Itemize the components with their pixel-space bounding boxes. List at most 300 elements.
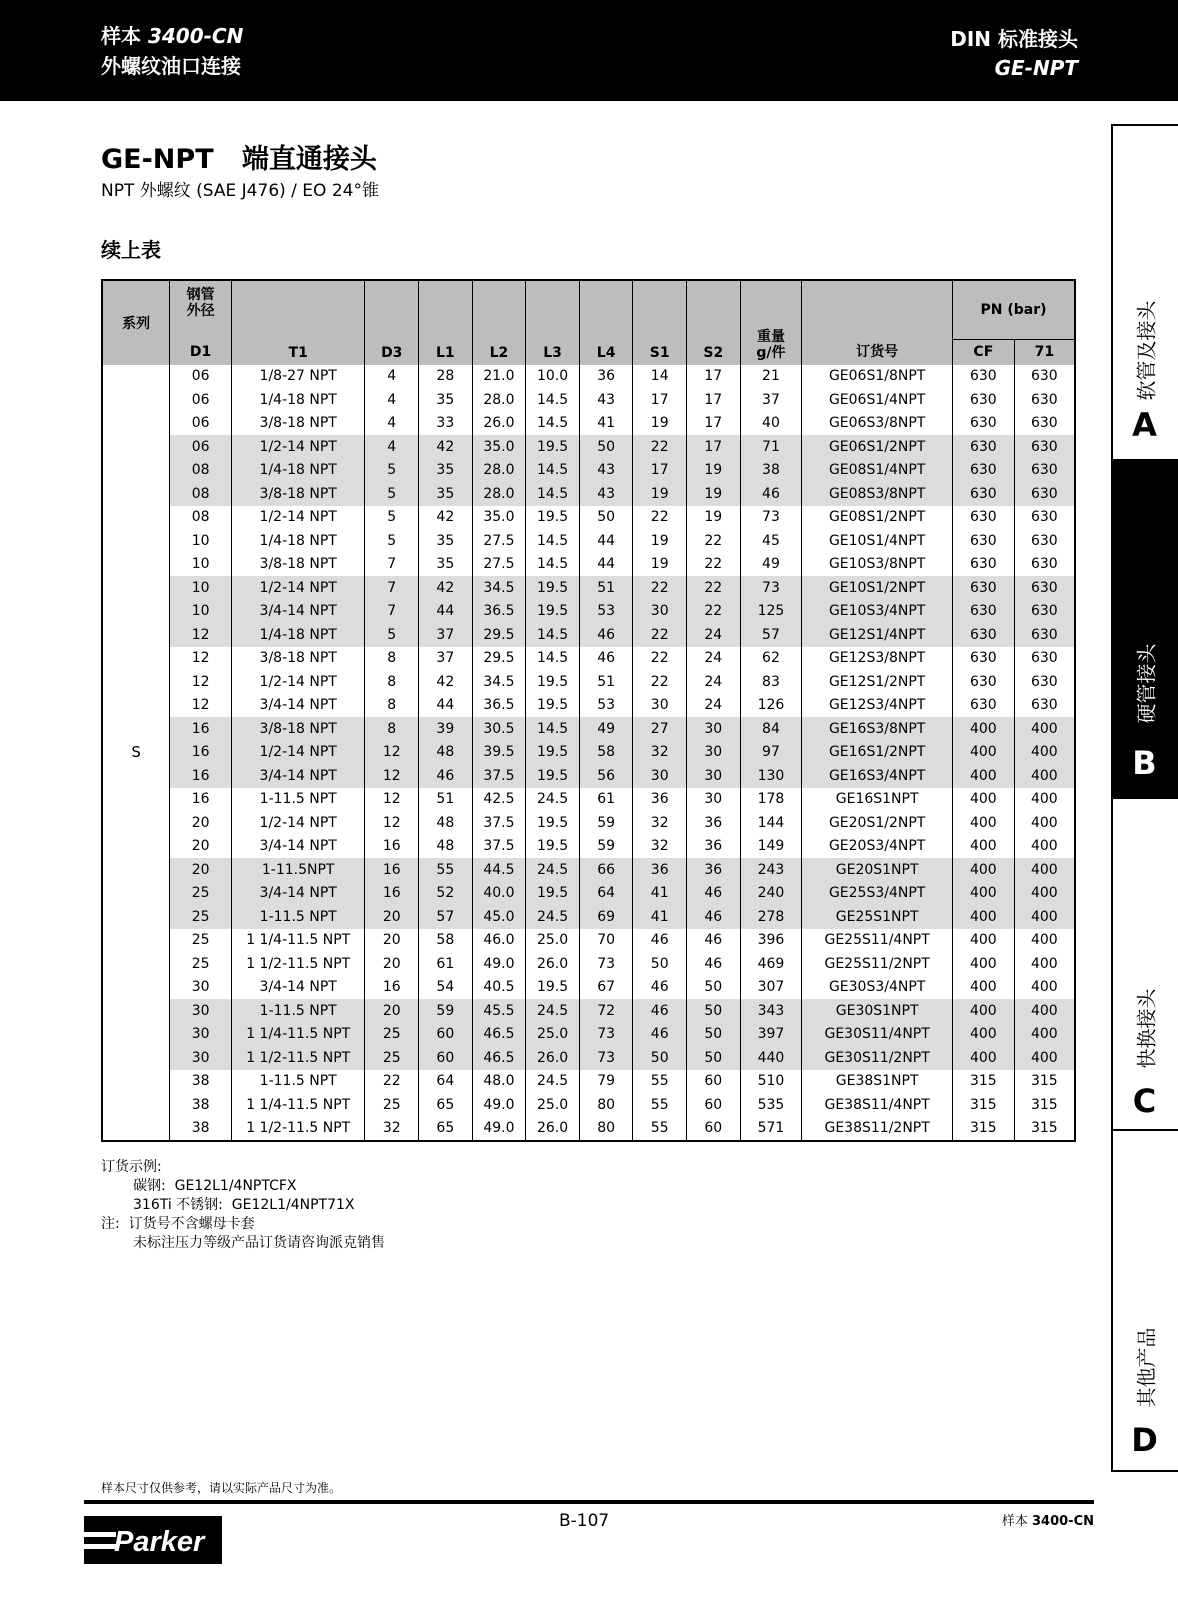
cell-l3: 19.5 [526,882,580,906]
cell-d1: 38 [170,1093,232,1117]
table-row [102,811,1075,835]
cell-d3: 8 [365,694,419,718]
cell-d1: 08 [170,459,232,483]
cell-pn-cf: 400 [953,717,1015,741]
cell-s2: 46 [687,929,741,953]
table-row [102,835,1075,859]
cell-s2: 60 [687,1070,741,1094]
cell-s2: 17 [687,435,741,459]
cell-s1: 14 [633,365,687,389]
cell-pn-71: 400 [1014,835,1075,859]
cell-s2: 19 [687,482,741,506]
cell-s1: 32 [633,835,687,859]
cell-order-number: GE20S1/2NPT [802,811,953,835]
cell-s2: 46 [687,952,741,976]
cell-weight: 307 [740,976,802,1000]
cell-d1: 16 [170,717,232,741]
cell-l2: 44.5 [472,858,526,882]
cell-s1: 55 [633,1093,687,1117]
cell-s1: 17 [633,388,687,412]
cell-order-number: GE30S1NPT [802,999,953,1023]
cell-pn-71: 630 [1014,623,1075,647]
cell-d3: 16 [365,976,419,1000]
cell-order-number: GE08S1/2NPT [802,506,953,530]
header-d1-top: 钢管 外径 [170,280,232,339]
header-order-number: 订货号 [802,280,953,365]
cell-l2: 49.0 [472,952,526,976]
cell-order-number: GE08S3/8NPT [802,482,953,506]
cell-pn-cf: 630 [953,412,1015,436]
cell-pn-71: 400 [1014,929,1075,953]
cell-l1: 52 [419,882,473,906]
tab-a[interactable] [1111,126,1178,459]
cell-weight: 57 [740,623,802,647]
cell-d1: 25 [170,929,232,953]
cell-d1: 06 [170,412,232,436]
cell-weight: 38 [740,459,802,483]
footer-catalog [1002,1510,1094,1529]
cell-l1: 42 [419,670,473,694]
tab-d[interactable] [1111,1131,1178,1470]
cell-l2: 35.0 [472,435,526,459]
cell-d1: 25 [170,952,232,976]
cell-t1: 1 1/4-11.5 NPT [231,929,365,953]
cell-t1: 1 1/4-11.5 NPT [231,1093,365,1117]
cell-s1: 22 [633,670,687,694]
cell-s2: 22 [687,600,741,624]
cell-weight: 45 [740,529,802,553]
cell-l2: 37.5 [472,835,526,859]
cell-d1: 30 [170,976,232,1000]
cell-l3: 19.5 [526,741,580,765]
header-catalog-number: 3400-CN [147,24,244,48]
cell-l4: 73 [579,1046,633,1070]
cell-pn-71: 630 [1014,647,1075,671]
cell-l2: 29.5 [472,647,526,671]
cell-s1: 19 [633,529,687,553]
cell-order-number: GE10S1/4NPT [802,529,953,553]
cell-d3: 5 [365,623,419,647]
cell-d3: 32 [365,1117,419,1142]
cell-s1: 27 [633,717,687,741]
cell-l1: 60 [419,1023,473,1047]
cell-d1: 38 [170,1070,232,1094]
cell-pn-71: 400 [1014,858,1075,882]
cell-pn-cf: 630 [953,694,1015,718]
cell-d3: 12 [365,811,419,835]
cell-t1: 3/4-14 NPT [231,835,365,859]
cell-l1: 35 [419,553,473,577]
cell-pn-cf: 400 [953,929,1015,953]
header-l4: L4 [579,280,633,365]
cell-l4: 46 [579,647,633,671]
cell-l4: 43 [579,459,633,483]
cell-s1: 22 [633,647,687,671]
cell-pn-71: 630 [1014,435,1075,459]
cell-l2: 49.0 [472,1093,526,1117]
cell-l1: 39 [419,717,473,741]
cell-weight: 46 [740,482,802,506]
cell-l2: 21.0 [472,365,526,389]
cell-l2: 34.5 [472,576,526,600]
cell-d3: 7 [365,600,419,624]
header-t1: T1 [231,280,365,365]
cell-t1: 3/4-14 NPT [231,764,365,788]
cell-pn-71: 400 [1014,1046,1075,1070]
cell-d3: 5 [365,482,419,506]
cell-l1: 48 [419,835,473,859]
cell-pn-71: 630 [1014,365,1075,389]
cell-s2: 36 [687,858,741,882]
cell-weight: 178 [740,788,802,812]
cell-t1: 3/4-14 NPT [231,976,365,1000]
cell-t1: 1/8-27 NPT [231,365,365,389]
cell-d3: 5 [365,459,419,483]
cell-l4: 59 [579,811,633,835]
table-row [102,764,1075,788]
cell-d1: 20 [170,811,232,835]
cell-d1: 20 [170,858,232,882]
cell-weight: 535 [740,1093,802,1117]
cell-l4: 79 [579,1070,633,1094]
cell-l1: 58 [419,929,473,953]
cell-s1: 41 [633,882,687,906]
cell-pn-cf: 630 [953,670,1015,694]
cell-l2: 40.0 [472,882,526,906]
cell-t1: 1/2-14 NPT [231,576,365,600]
cell-s2: 50 [687,976,741,1000]
cell-order-number: GE10S3/8NPT [802,553,953,577]
cell-order-number: GE06S1/4NPT [802,388,953,412]
table-row [102,506,1075,530]
cell-l3: 14.5 [526,482,580,506]
cell-s2: 17 [687,412,741,436]
cell-weight: 144 [740,811,802,835]
cell-order-number: GE25S3/4NPT [802,882,953,906]
tab-c-label: 快换接头 [1134,988,1158,1069]
cell-pn-cf: 400 [953,764,1015,788]
cell-s1: 22 [633,623,687,647]
cell-l4: 59 [579,835,633,859]
cell-l2: 49.0 [472,1117,526,1142]
cell-d3: 20 [365,905,419,929]
table-row [102,388,1075,412]
cell-l4: 64 [579,882,633,906]
cell-d3: 7 [365,576,419,600]
tab-b-label: 硬管接头 [1134,643,1158,724]
cell-pn-71: 400 [1014,764,1075,788]
cell-l4: 50 [579,506,633,530]
cell-order-number: GE10S3/4NPT [802,600,953,624]
cell-s2: 46 [687,882,741,906]
cell-d1: 16 [170,788,232,812]
cell-t1: 1 1/4-11.5 NPT [231,1023,365,1047]
cell-t1: 1/4-18 NPT [231,623,365,647]
cell-l2: 26.0 [472,412,526,436]
cell-weight: 126 [740,694,802,718]
cell-l4: 58 [579,741,633,765]
cell-l2: 45.5 [472,999,526,1023]
page-title: GE-NPT 端直通接头 [101,144,377,175]
cell-l4: 43 [579,482,633,506]
cell-pn-cf: 400 [953,1023,1015,1047]
table-row [102,553,1075,577]
cell-pn-71: 630 [1014,600,1075,624]
cell-s1: 50 [633,1046,687,1070]
cell-d3: 8 [365,670,419,694]
cell-weight: 343 [740,999,802,1023]
spec-table [101,279,1076,1142]
cell-weight: 73 [740,576,802,600]
cell-weight: 396 [740,929,802,953]
cell-pn-cf: 400 [953,976,1015,1000]
cell-t1: 3/8-18 NPT [231,482,365,506]
cell-d3: 4 [365,388,419,412]
cell-s1: 41 [633,905,687,929]
footer-disclaimer: 样本尺寸仅供参考，请以实际产品尺寸为准。 [101,1481,342,1495]
cell-weight: 240 [740,882,802,906]
series-cell: S [102,365,170,1142]
cell-l3: 14.5 [526,553,580,577]
header-weight: 重量 g/件 [740,280,802,365]
cell-l3: 10.0 [526,365,580,389]
cell-d3: 25 [365,1023,419,1047]
cell-l4: 50 [579,435,633,459]
cell-order-number: GE38S11/2NPT [802,1117,953,1142]
cell-d3: 12 [365,788,419,812]
cell-s2: 19 [687,459,741,483]
cell-weight: 571 [740,1117,802,1142]
cell-weight: 510 [740,1070,802,1094]
cell-l3: 14.5 [526,717,580,741]
cell-l4: 53 [579,600,633,624]
cell-l4: 61 [579,788,633,812]
cell-s1: 32 [633,811,687,835]
cell-pn-71: 400 [1014,882,1075,906]
cell-l3: 25.0 [526,1093,580,1117]
cell-l3: 14.5 [526,459,580,483]
cell-l3: 24.5 [526,858,580,882]
cell-t1: 3/8-18 NPT [231,553,365,577]
cell-d1: 25 [170,882,232,906]
table-row [102,1093,1075,1117]
header-category: 外螺纹油口连接 [101,54,241,78]
table-row [102,435,1075,459]
spec-table-body [102,365,1075,1142]
cell-l4: 51 [579,670,633,694]
cell-order-number: GE38S1NPT [802,1070,953,1094]
cell-l4: 41 [579,412,633,436]
tab-c[interactable] [1111,799,1178,1129]
cell-l1: 44 [419,600,473,624]
cell-d1: 16 [170,741,232,765]
cell-s1: 36 [633,788,687,812]
cell-l2: 37.5 [472,811,526,835]
cell-d1: 10 [170,576,232,600]
header-d3: D3 [365,280,419,365]
header-d1: D1 [170,339,232,365]
cell-pn-cf: 400 [953,1046,1015,1070]
table-row [102,529,1075,553]
cell-weight: 130 [740,764,802,788]
cell-pn-71: 400 [1014,811,1075,835]
cell-s2: 30 [687,741,741,765]
cell-pn-71: 400 [1014,741,1075,765]
cell-l2: 46.5 [472,1046,526,1070]
cell-weight: 278 [740,905,802,929]
tab-a-letter: A [1132,406,1157,444]
cell-pn-cf: 630 [953,647,1015,671]
cell-d3: 22 [365,1070,419,1094]
notes-stainless-steel: 316Ti 不锈钢: GE12L1/4NPT71X [133,1197,355,1213]
notes-remark: 注: 订货号不含螺母卡套 [101,1216,255,1232]
cell-d1: 06 [170,388,232,412]
section-title: 续上表 [101,238,161,262]
cell-d1: 08 [170,482,232,506]
cell-pn-71: 630 [1014,459,1075,483]
header-71: 71 [1014,339,1075,365]
cell-l4: 49 [579,717,633,741]
cell-t1: 1 1/2-11.5 NPT [231,1046,365,1070]
cell-order-number: GE12S1/2NPT [802,670,953,694]
cell-l2: 45.0 [472,905,526,929]
cell-l2: 27.5 [472,553,526,577]
cell-weight: 71 [740,435,802,459]
tab-b[interactable] [1111,459,1178,799]
cell-l3: 14.5 [526,388,580,412]
cell-l4: 56 [579,764,633,788]
cell-l4: 36 [579,365,633,389]
cell-d1: 20 [170,835,232,859]
cell-l1: 42 [419,506,473,530]
cell-l4: 53 [579,694,633,718]
cell-pn-cf: 400 [953,952,1015,976]
cell-l1: 35 [419,459,473,483]
cell-l3: 24.5 [526,999,580,1023]
cell-s2: 22 [687,576,741,600]
cell-pn-71: 630 [1014,529,1075,553]
cell-l1: 48 [419,811,473,835]
cell-l3: 26.0 [526,1117,580,1142]
cell-l4: 46 [579,623,633,647]
cell-order-number: GE06S1/2NPT [802,435,953,459]
cell-order-number: GE12S3/8NPT [802,647,953,671]
table-row [102,717,1075,741]
cell-pn-71: 315 [1014,1117,1075,1142]
cell-t1: 3/8-18 NPT [231,412,365,436]
table-row [102,365,1075,389]
cell-s2: 30 [687,764,741,788]
cell-l3: 19.5 [526,694,580,718]
cell-pn-cf: 315 [953,1070,1015,1094]
cell-order-number: GE30S11/4NPT [802,1023,953,1047]
cell-t1: 1/2-14 NPT [231,741,365,765]
cell-pn-cf: 400 [953,905,1015,929]
cell-order-number: GE06S3/8NPT [802,412,953,436]
cell-l1: 60 [419,1046,473,1070]
cell-pn-cf: 630 [953,365,1015,389]
cell-order-number: GE38S11/4NPT [802,1093,953,1117]
cell-order-number: GE12S1/4NPT [802,623,953,647]
cell-order-number: GE30S3/4NPT [802,976,953,1000]
page-number: B-107 [559,1511,610,1531]
cell-t1: 3/8-18 NPT [231,647,365,671]
table-row [102,929,1075,953]
table-row [102,482,1075,506]
cell-s1: 19 [633,482,687,506]
cell-l4: 73 [579,1023,633,1047]
cell-l3: 19.5 [526,670,580,694]
notes-example-heading: 订货示例: [101,1159,162,1175]
cell-l2: 36.5 [472,694,526,718]
cell-order-number: GE25S11/2NPT [802,952,953,976]
notes-carbon-steel: 碳钢: GE12L1/4NPTCFX [133,1178,297,1194]
cell-s1: 46 [633,976,687,1000]
cell-l2: 35.0 [472,506,526,530]
cell-l3: 14.5 [526,647,580,671]
cell-pn-71: 315 [1014,1070,1075,1094]
table-row [102,999,1075,1023]
cell-weight: 21 [740,365,802,389]
cell-l2: 36.5 [472,600,526,624]
cell-l1: 42 [419,576,473,600]
cell-pn-cf: 630 [953,623,1015,647]
cell-pn-71: 400 [1014,999,1075,1023]
cell-l4: 72 [579,999,633,1023]
table-row [102,576,1075,600]
header-bar [0,0,1178,101]
header-cf: CF [953,339,1015,365]
footer-rule [84,1500,1094,1504]
cell-d3: 16 [365,882,419,906]
cell-s2: 24 [687,623,741,647]
cell-l4: 51 [579,576,633,600]
table-row [102,882,1075,906]
cell-s1: 32 [633,741,687,765]
cell-pn-cf: 630 [953,553,1015,577]
cell-s2: 50 [687,999,741,1023]
cell-l2: 28.0 [472,388,526,412]
cell-weight: 73 [740,506,802,530]
cell-l4: 43 [579,388,633,412]
table-row [102,600,1075,624]
cell-d3: 4 [365,365,419,389]
cell-d1: 30 [170,1046,232,1070]
cell-d3: 7 [365,553,419,577]
cell-pn-cf: 630 [953,576,1015,600]
cell-l2: 40.5 [472,976,526,1000]
header-l1: L1 [419,280,473,365]
tab-d-label: 其他产品 [1134,1327,1158,1408]
cell-pn-cf: 630 [953,388,1015,412]
cell-d1: 06 [170,435,232,459]
cell-s1: 46 [633,1023,687,1047]
cell-l2: 42.5 [472,788,526,812]
cell-d1: 25 [170,905,232,929]
cell-s2: 30 [687,788,741,812]
tab-a-label: 软管及接头 [1134,300,1158,401]
cell-l1: 59 [419,999,473,1023]
cell-s2: 22 [687,529,741,553]
cell-l3: 24.5 [526,905,580,929]
cell-order-number: GE16S1NPT [802,788,953,812]
cell-l1: 33 [419,412,473,436]
cell-pn-cf: 400 [953,788,1015,812]
cell-s2: 17 [687,365,741,389]
cell-d3: 4 [365,435,419,459]
cell-t1: 1/2-14 NPT [231,435,365,459]
cell-pn-71: 400 [1014,952,1075,976]
